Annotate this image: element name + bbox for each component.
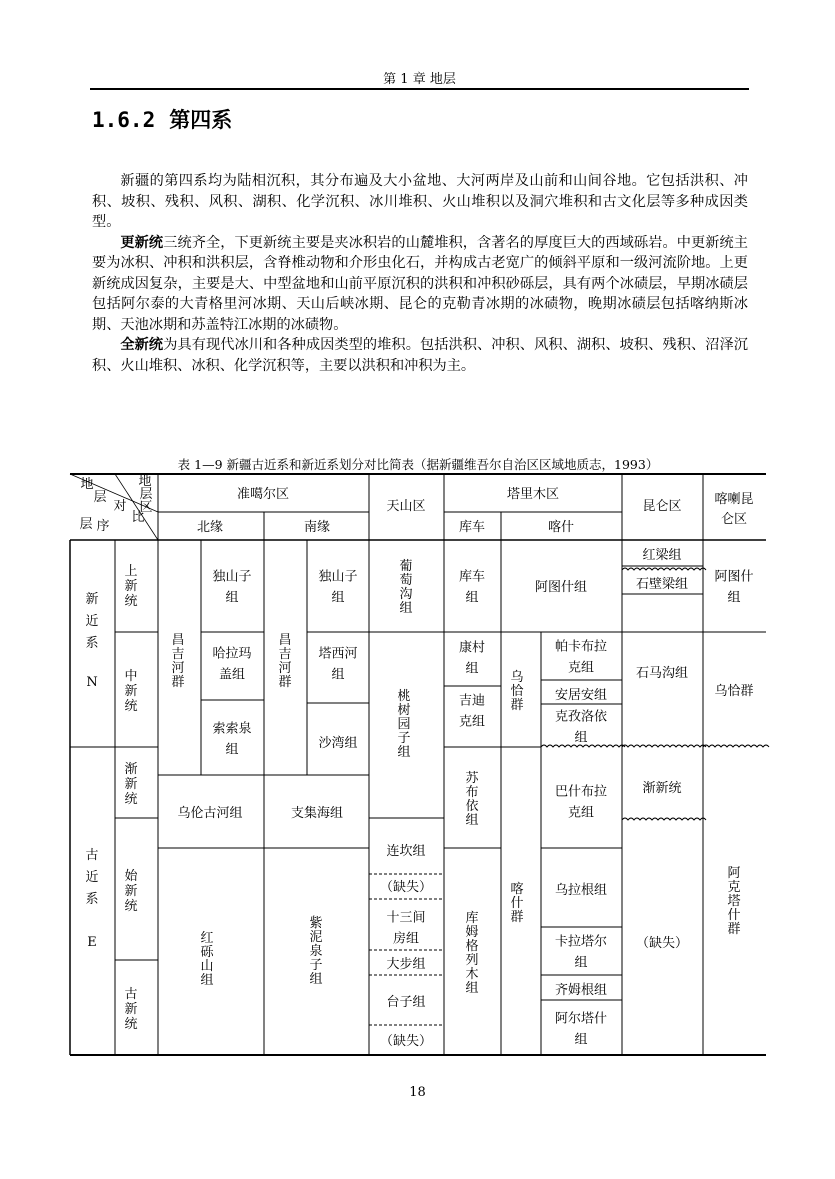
table-cell-text: 河 — [278, 661, 292, 676]
table-cell-text: 组 — [465, 981, 479, 996]
table-cell-text: 层 — [93, 490, 107, 505]
table-cell-text: 阿 — [727, 866, 741, 881]
table-cell-text: 乌 — [510, 670, 524, 685]
table-cell-text: 塔西河 — [318, 646, 358, 662]
table-cell-text: 沙湾组 — [318, 736, 358, 751]
table-cell-text: 园 — [397, 717, 411, 732]
table-cell-text: 阿图什 — [714, 569, 754, 585]
table-cell-text: 盖组 — [218, 667, 246, 683]
header-kuqa: 库车 — [458, 520, 486, 535]
table-cell-text: 安居安组 — [554, 688, 608, 703]
table-cell-text: 阿尔塔什 — [554, 1011, 608, 1027]
table-cell-text: 格 — [465, 939, 479, 954]
table-cell-text: 组 — [225, 590, 239, 606]
table-cell-text: 新 — [124, 777, 138, 792]
table-cell-text: 序 — [96, 519, 110, 534]
table-cell-text: 吉 — [278, 647, 292, 662]
table-cell-text: 渐 — [124, 762, 138, 777]
table-cell-text: 地 — [138, 474, 152, 489]
unconformity-line — [703, 745, 769, 747]
table-cell-text: 新 — [124, 884, 138, 899]
header-junggar: 准噶尔区 — [236, 487, 290, 502]
table-cell-text: 群 — [510, 910, 524, 925]
table-cell-text: （缺失） — [379, 1034, 433, 1049]
header-tianshan: 天山区 — [386, 499, 426, 514]
table-cell-text: 葡 — [399, 559, 413, 574]
table-cell-text: 统 — [124, 792, 138, 807]
page-header: 第 1 章 地层 — [383, 72, 456, 87]
table-cell-text: 群 — [727, 922, 741, 937]
table-cell-text: 山 — [200, 959, 214, 974]
table-cell-text: 统 — [124, 1017, 138, 1032]
table-cell-text: 什 — [510, 896, 524, 911]
table-cell-text: 统 — [124, 899, 138, 914]
table-cell-text: 独山子 — [212, 569, 252, 585]
table-cell-text: 红梁组 — [642, 548, 682, 563]
paragraph-2-text: 三统齐全，下更新统主要是夹冰积岩的山麓堆积，含著名的厚度巨大的西域砾岩。中更新统主要为冰积、冲积和洪积层，含脊椎动物和介形虫化石，并构成古老宽广的倾斜平原和一级河流阶地。上更新统成因复杂，主要是大、中型盆地和山前平原沉积的洪积和冲积砂砾层，具有两个冰碛层，早期冰碛层包括阿尔泰的大青格里河冰期、天山后峡冰期、昆仑的克勒青冰期的冰碛物，晚期冰碛层包括喀纳斯冰期、天池冰期和苏盖特江冰期的冰碛物。 — [92, 234, 748, 333]
table-cell-text: 哈拉玛 — [212, 646, 252, 662]
table-cell-text: 地 — [80, 477, 94, 492]
table-cell-text: 大步组 — [386, 957, 426, 972]
table-cell-text: 昌 — [278, 633, 292, 648]
system-paleogene: 系 — [85, 892, 99, 907]
header-north: 北缘 — [196, 520, 224, 535]
table-cell-text: 索索泉 — [212, 721, 252, 737]
table-cell-text: 吉迪 — [458, 693, 486, 709]
paragraph-1: 新疆的第四系均为陆相沉积，其分布遍及大小盆地、大河两岸及山前和山间谷地。它包括洪积、冲积、坡积、残积、风积、湖积、化学沉积、冰川堆积、火山堆积以及洞穴堆积和古文化层等多种成因类型。 — [92, 173, 748, 230]
table-cell-text: 组 — [574, 955, 588, 971]
table-cell-text: 上 — [124, 564, 138, 579]
system-neogene-code: N — [86, 675, 98, 690]
paragraph-3-text: 为具有现代冰川和各种成因类型的堆积。包括洪积、冲积、风积、湖积、坡积、残积、沼泽沉积、火山堆积、冰积、化学沉积等，主要以洪积和冲积为主。 — [92, 337, 748, 374]
table-cell-text: 河 — [171, 661, 185, 676]
table-cell-text: （缺失） — [379, 880, 433, 895]
table-cell-text: 对 — [113, 499, 127, 514]
table-cell-text: 克 — [727, 880, 741, 895]
table-cell-text: 喀 — [510, 882, 524, 897]
table-cell-text: 新 — [124, 1002, 138, 1017]
header-kunlun: 昆仑区 — [642, 499, 682, 514]
table-cell-text: 群 — [278, 675, 292, 690]
table-cell-text: 塔 — [727, 894, 741, 909]
table-cell-text: 巴什布拉 — [554, 784, 608, 800]
system-paleogene-code: E — [87, 935, 97, 950]
table-cell-text: 组 — [399, 601, 413, 616]
table-cell-text: 库车 — [458, 569, 486, 585]
table-cell-text: 克组 — [567, 805, 595, 821]
term-holocene: 全新统 — [120, 337, 164, 353]
unconformity-line — [622, 745, 706, 747]
table-cell-text: 中 — [124, 669, 138, 684]
system-paleogene: 古 — [85, 848, 99, 863]
header-kalakunlun: 喀喇昆 — [714, 492, 754, 507]
table-cell-text: 库 — [465, 911, 479, 926]
table-cell-text: 克组 — [458, 714, 486, 730]
table-cell-text: 砾 — [200, 945, 214, 960]
table-cell-text: 组 — [465, 590, 479, 606]
table-cell-text: 吉 — [171, 647, 185, 662]
table-cell-text: 乌恰群 — [714, 684, 754, 699]
table-cell-text: 萄 — [399, 573, 413, 588]
table-cell-text: 古 — [124, 987, 138, 1002]
table-cell-text: 比 — [131, 510, 145, 525]
table-cell-text: 克组 — [567, 660, 595, 676]
table-cell-text: 房组 — [392, 931, 420, 947]
system-neogene: 新 — [85, 592, 99, 607]
header-tarim: 塔里木区 — [506, 487, 560, 502]
table-cell-text: 泥 — [309, 930, 323, 945]
table-cell-text: 石马沟组 — [635, 666, 689, 681]
page-number: 18 — [409, 1085, 426, 1100]
header-kalakunlun: 仑区 — [720, 512, 748, 527]
table-cell-text: 组 — [200, 973, 214, 988]
table-cell-text: 乌拉根组 — [554, 883, 608, 898]
unconformity-line — [622, 568, 706, 570]
table-cell-text: 组 — [574, 730, 588, 746]
table-cell-text: 什 — [727, 908, 741, 923]
table-cell-text: 连坎组 — [386, 844, 426, 859]
table-cell-text: 子 — [397, 731, 411, 746]
table-cell-text: 布 — [465, 785, 479, 800]
table-cell-text: 紫 — [309, 916, 323, 931]
table-cell-text: 依 — [465, 799, 479, 814]
table-cell-text: 新 — [124, 579, 138, 594]
table-caption: 表 1—9 新疆古近系和新近系划分对比简表（据新疆维吾尔自治区区域地质志，1993） — [177, 457, 659, 472]
table-cell-text: 组 — [397, 745, 411, 760]
table-cell-text: 昌 — [171, 633, 185, 648]
table-cell-text: 层 — [79, 517, 93, 532]
table-cell-text: 组 — [727, 590, 741, 606]
table-cell-text: 齐姆根组 — [554, 983, 608, 998]
table-cell-text: 独山子 — [318, 569, 358, 585]
section-title-text: 第四系 — [169, 108, 233, 132]
table-cell-text: 支集海组 — [290, 806, 344, 821]
table-cell-text: 子 — [309, 958, 323, 973]
header-south: 南缘 — [303, 520, 331, 535]
table-cell-text: 渐新统 — [642, 781, 682, 796]
table-cell-text: 层 — [139, 487, 153, 502]
table-cell-text: （缺失） — [635, 936, 689, 951]
system-neogene: 系 — [85, 636, 99, 651]
table-cell-text: 帕卡布拉 — [554, 639, 608, 655]
table-cell-text: 石壁梁组 — [635, 577, 689, 592]
table-cell-text: 木 — [465, 967, 479, 982]
table-cell-text: 红 — [200, 931, 214, 946]
table-cell-text: 组 — [574, 1032, 588, 1048]
term-pleistocene: 更新统 — [120, 234, 164, 251]
table-cell-text: 新 — [124, 684, 138, 699]
table-cell-text: 苏 — [465, 771, 479, 786]
table-cell-text: 组 — [465, 661, 479, 677]
table-cell-text: 统 — [124, 594, 138, 609]
table-cell-text: 列 — [465, 953, 479, 968]
table-cell-text: 统 — [124, 699, 138, 714]
table-cell-text: 组 — [465, 813, 479, 828]
table-cell-text: 卡拉塔尔 — [554, 934, 608, 950]
table-cell-text: 康村 — [458, 640, 486, 656]
table-cell-text: 群 — [510, 698, 524, 713]
table-cell-text: 台子组 — [386, 995, 426, 1010]
header-kashi: 喀什 — [547, 520, 575, 535]
table-cell-text: 克孜洛依 — [554, 709, 608, 725]
table-cell-text: 泉 — [309, 944, 323, 959]
table-cell-text: 沟 — [399, 587, 413, 602]
table-cell-text: 始 — [124, 869, 138, 884]
system-paleogene: 近 — [85, 870, 99, 885]
section-number: 1.6.2 — [92, 108, 156, 132]
table-cell-text: 十三间 — [386, 910, 426, 926]
table-cell-text: 群 — [171, 675, 185, 690]
table-cell-text: 区 — [139, 500, 153, 515]
unconformity-line — [622, 818, 706, 820]
table-cell-text: 组 — [331, 667, 345, 683]
table-cell-text: 乌伦古河组 — [177, 806, 243, 821]
table-cell-text: 阿图什组 — [534, 580, 588, 595]
table-cell-text: 恰 — [510, 684, 524, 699]
table-cell-text: 树 — [397, 703, 411, 718]
table-cell-text: 组 — [225, 742, 239, 758]
table-cell-text: 桃 — [397, 689, 411, 704]
table-cell-text: 姆 — [465, 925, 479, 940]
table-cell-text: 组 — [309, 972, 323, 987]
table-cell-text: 组 — [331, 590, 345, 606]
system-neogene: 近 — [85, 614, 99, 629]
